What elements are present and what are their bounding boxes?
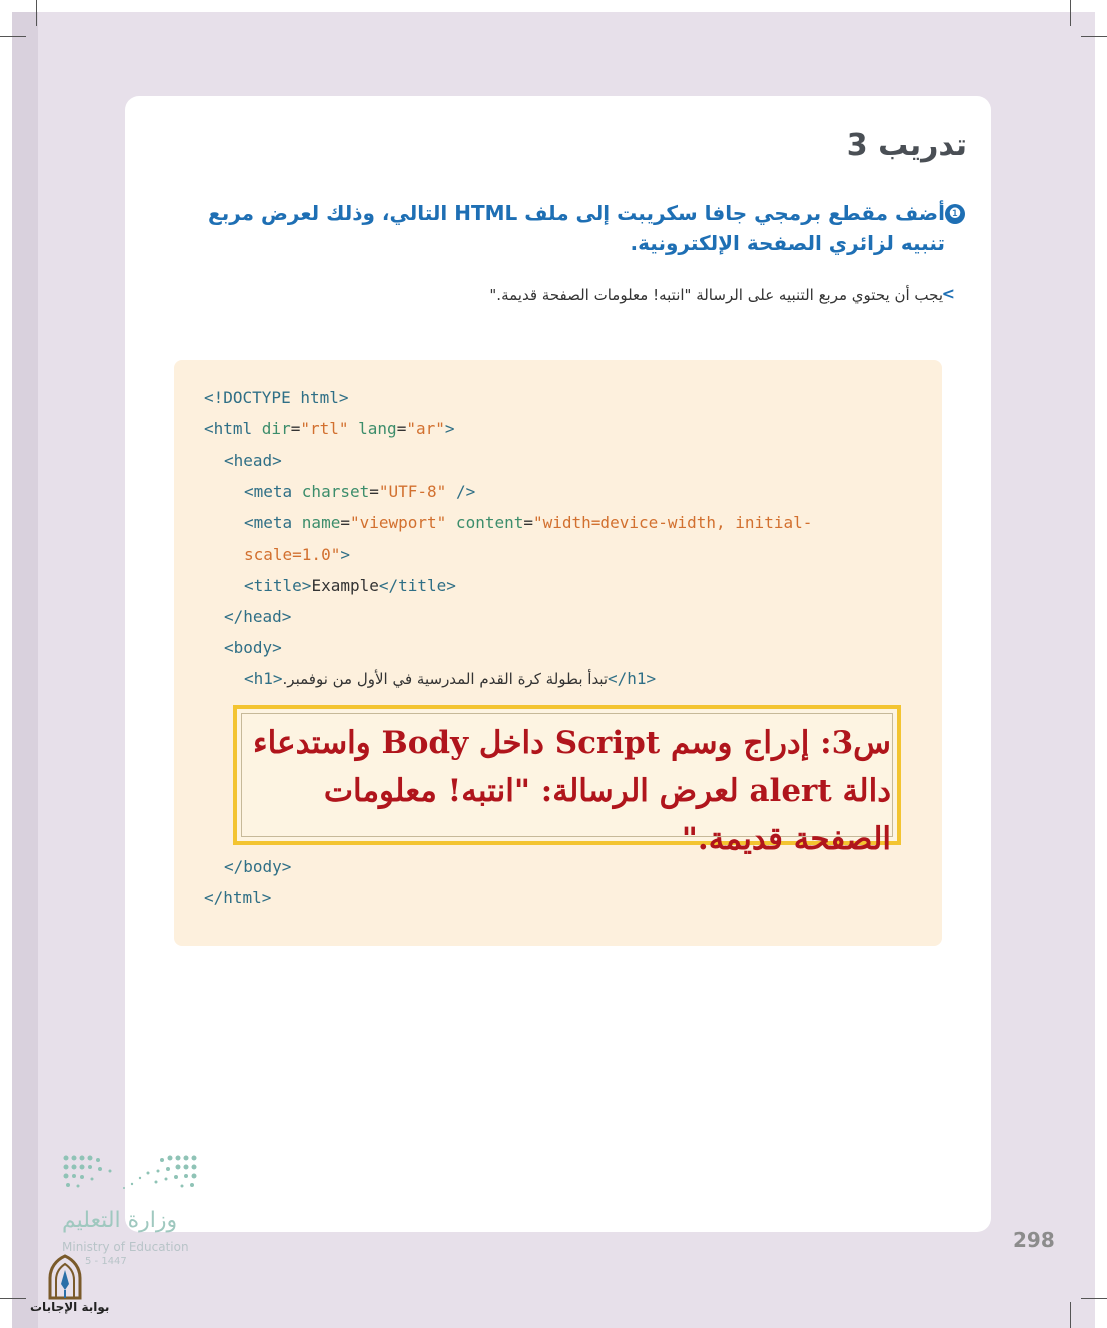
code-line-body-close: </body> <box>224 857 292 876</box>
crop-mark <box>1081 36 1107 37</box>
crop-mark <box>1070 1302 1071 1328</box>
code-line-meta-charset: <meta charset="UTF-8" /> <box>244 482 476 501</box>
code-line-html-close: </html> <box>204 888 272 907</box>
ministry-year: 5 - 1447 <box>85 1256 127 1267</box>
code-line-body-open: <body> <box>224 638 282 657</box>
code-line-meta-viewport: <meta name="viewport" content="width=device-width, initial- <box>244 513 813 532</box>
ministry-name-arabic: وزارة التعليم <box>62 1208 178 1233</box>
page-number: 298 <box>1013 1228 1055 1252</box>
answer-box <box>233 705 901 857</box>
code-line-html-open: <html dir="rtl" lang="ar"> <box>204 419 455 438</box>
code-line-head-close: </head> <box>224 607 292 626</box>
answer-text: س3: إدراج وسم Script داخل Body واستدعاء دالة alert لعرض الرسالة: "انتبه! معلومات الصفحة قديمة." <box>253 725 891 857</box>
question-number-icon: ❶ <box>945 204 965 224</box>
requirement-bullet: يجب أن يحتوي مربع التنبيه على الرسالة "انتبه! معلومات الصفحة قديمة." <box>489 286 943 304</box>
code-line-title: <title>Example</title> <box>244 576 456 595</box>
ministry-name-english: Ministry of Education <box>62 1240 189 1254</box>
crop-mark <box>1070 0 1071 26</box>
exercise-title: تدريب 3 <box>846 128 967 163</box>
crop-mark <box>0 1298 26 1299</box>
question-text: أضف مقطع برمجي جافا سكريبت إلى ملف HTML التالي، وذلك لعرض مربع تنبيه لزائري الصفحة الإلكترونية. <box>208 201 945 255</box>
code-line-meta-viewport-cont: scale=1.0"> <box>244 545 350 564</box>
ministry-logo-icon <box>62 1152 198 1202</box>
code-line-head-open: <head> <box>224 451 282 470</box>
answers-gate-label: بوابة الإجابات <box>30 1300 110 1314</box>
crop-mark <box>36 0 37 26</box>
bullet-arrow-icon: < <box>941 284 955 303</box>
left-margin-strip <box>12 12 38 1328</box>
crop-mark <box>0 36 26 37</box>
crop-mark <box>1081 1298 1107 1299</box>
code-line-h1: <h1>تبدأ بطولة كرة القدم المدرسية في الأول من نوفمبر.</h1> <box>244 669 657 688</box>
answers-gate-logo-icon <box>42 1254 88 1300</box>
code-line-doctype: <!DOCTYPE html> <box>204 388 349 407</box>
